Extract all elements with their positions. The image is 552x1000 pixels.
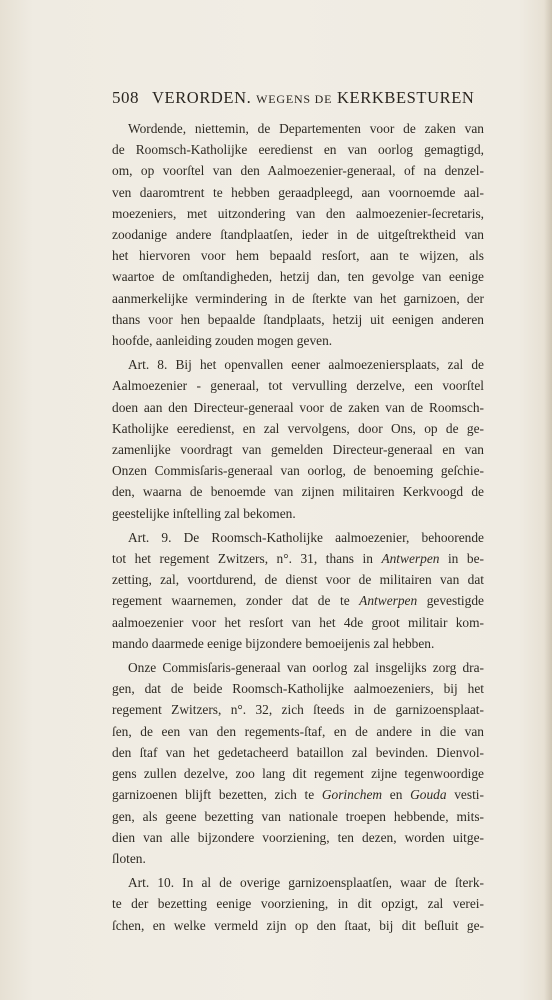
text-line: ven daaromtrent te hebben geraadpleegd, aan voornoemde aal-: [112, 184, 484, 200]
text-line: Art. 8. Bij het openvallen eener aalmoezeniersplaats, zal de: [128, 357, 484, 373]
text-line: Art. 10. In al de overige garnizoensplaatſen, waar de ſterk-: [128, 875, 484, 891]
running-head-part1: VERORDEN.: [152, 88, 252, 107]
text-line: den, waarna de benoemde van zijnen militairen Kerkvoogd de: [112, 484, 484, 500]
text-line: Aalmoezenier - generaal, tot vervulling derzelve, een voorſtel: [112, 378, 484, 394]
text-line: het hiervoren voor hem bepaald resſort, aan te wijzen, als: [112, 248, 484, 264]
running-head-title: [152, 88, 474, 108]
text-line: te der bezetting eenige voorziening, in dit opzigt, zal verei-: [112, 896, 484, 912]
text-line: aalmoezenier voor het resſort van het 4de groot militair kom-: [112, 614, 484, 630]
text-fragment: en: [382, 787, 411, 803]
text-line: hoofde, aanleiding zouden mogen geven.: [112, 333, 333, 349]
text-line: [112, 590, 484, 611]
place-name-antwerpen: Antwerpen: [381, 551, 440, 567]
text-line: Katholijke eeredienst, en zal vervolgens, door Ons, op de ge-: [112, 420, 484, 436]
paragraph-art-8: [112, 354, 484, 524]
text-line: gen, als geene bezetting van nationale troepen hebbende, mits-: [112, 808, 484, 824]
text-fragment: garnizoenen blijft bezetten, zich te: [112, 787, 322, 803]
text-fragment: in be-: [439, 551, 484, 567]
place-name-antwerpen: Antwerpen: [359, 593, 418, 609]
paragraph-onze-commissaris: [112, 657, 484, 869]
text-line: den ſtaf van het gedetacheerd bataillon zal bevinden. Dienvol-: [112, 744, 484, 760]
place-name-gouda: Gouda: [410, 787, 447, 803]
text-line: mando daarmede eenige bijzondere bemoeijenis zal hebben.: [112, 635, 435, 651]
text-line: ſchen, en welke vermeld zijn op den ſtaat, bij dit beſluit ge-: [112, 917, 484, 933]
paragraph-wordende: [112, 118, 484, 351]
text-line: moezeniers, met uitzondering van den aalmoezenier-ſecretaris,: [112, 205, 484, 221]
text-line: gen, dat de beide Roomsch-Katholijke aalmoezeniers, bij het: [112, 681, 484, 697]
text-line: zetting, zal, voortdurend, de dienst voor de militairen van dat: [112, 572, 484, 588]
text-line: Wordende, niettemin, de Departementen voor de zaken van: [128, 121, 484, 136]
text-line: ſloten.: [112, 850, 146, 866]
paragraph-art-9: [112, 527, 484, 654]
text-line: waartoe de omſtandigheden, hetzij dan, ten gevolge van eenige: [112, 269, 484, 285]
text-line: Onzen Commisſaris-generaal van oorlog, de benoeming geſchie-: [112, 463, 484, 479]
running-head-part3: KERKBESTUREN: [337, 88, 475, 107]
page-number: 508: [112, 88, 139, 107]
text-line: regement Zwitzers, n°. 32, zich ſteeds in de garnizoensplaat-: [112, 702, 484, 718]
text-line: geestelijke inſtelling zal bekomen.: [112, 505, 296, 521]
page-edge-shadow: [544, 0, 552, 1000]
text-fragment: regement waarnemen, zonder dat de te: [112, 593, 360, 609]
text-line: thans voor hen bepaalde ſtandplaats, hetzij uit eenigen anderen: [112, 311, 484, 327]
text-line: Onze Commisſaris-generaal van oorlog zal insgelijks zorg dra-: [128, 660, 484, 676]
paragraph-art-10: [112, 872, 484, 936]
text-line: doen aan den Directeur-generaal voor de zaken van de Roomsch-: [112, 399, 484, 415]
text-line: gens zullen dezelve, zoo lang dit regement zijne tegenwoordige: [112, 766, 484, 782]
text-line: Art. 9. De Roomsch-Katholijke aalmoezenier, behoorende: [128, 529, 484, 545]
body-text: [112, 118, 484, 936]
text-fragment: vesti-: [446, 787, 484, 803]
text-line: zoodanige andere ſtandplaatſen, ieder in de uitgeſtrektheid van: [112, 227, 484, 243]
text-line: aanmerkelijke vermindering in de ſterkte van het garnizoen, der: [112, 290, 484, 306]
running-header: [112, 88, 484, 112]
text-line: dien van alle bijzondere voorziening, ten dezen, worden uitge-: [112, 829, 484, 845]
text-line: de Roomsch-Katholijke eeredienst en van oorlog gemagtigd,: [112, 142, 484, 158]
text-fragment: tot het regement Zwitzers, n°. 31, thans in: [112, 551, 382, 567]
text-line: [112, 784, 484, 805]
text-line: [112, 548, 484, 569]
text-fragment: gevestigde: [417, 593, 484, 609]
text-line: ſen, de een van den regements-ſtaf, en de andere in die van: [112, 723, 484, 739]
text-line: om, op voorſtel van den Aalmoezenier-generaal, of na denzel-: [112, 163, 484, 179]
place-name-gorinchem: Gorinchem: [321, 787, 383, 803]
running-head-part2: WEGENS DE: [256, 92, 333, 106]
text-line: zamenlijke voordragt van gemelden Directeur-generaal en van: [112, 442, 484, 458]
